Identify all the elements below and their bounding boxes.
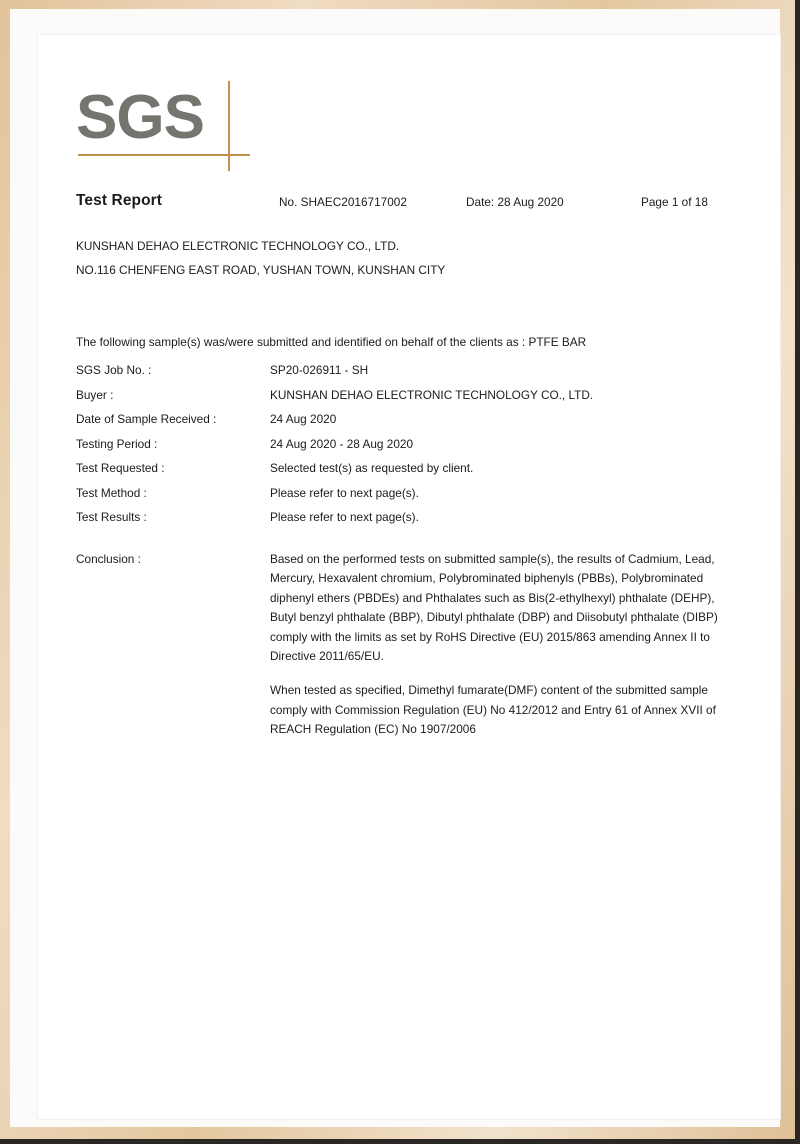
detail-label: Testing Period : (76, 436, 158, 451)
conclusion-paragraph: Based on the performed tests on submitted sample(s), the results of Cadmium, Lead, Mercury, Hexavalent chromium, Polybrominated biphenyls (PBBs), Polybrominated diphenyl ethers (PBDEs) and Phthalates such as Bis(2-ethylhexyl) phthalate (DEHP), Butyl benzyl phthalate (BBP), Dibutyl phthalate (DBP) and Diisobutyl phthalate (DIBP) comply with the limits as set by RoHS Directive (EU) 2015/863 amending Annex II to Directive 2011/65/EU. (270, 551, 718, 664)
detail-label: Test Method : (76, 485, 147, 500)
detail-row (76, 459, 766, 479)
report-number: No. SHAEC2016717002 (279, 195, 407, 209)
client-name: KUNSHAN DEHAO ELECTRONIC TECHNOLOGY CO., LTD. (76, 239, 400, 253)
sgs-logo (76, 79, 276, 169)
detail-row (76, 508, 766, 528)
detail-value: Please refer to next page(s). (270, 485, 419, 500)
detail-value: 24 Aug 2020 (270, 412, 337, 426)
detail-label: Buyer : (76, 387, 114, 402)
detail-value: KUNSHAN DEHAO ELECTRONIC TECHNOLOGY CO., LTD. (270, 387, 594, 402)
sgs-logo-wordmark: SGS (76, 83, 204, 152)
page-title: Test Report (76, 192, 163, 209)
sgs-logo-horizontal-rule-icon (78, 154, 250, 156)
page-indicator: Page 1 of 18 (641, 195, 708, 209)
client-address: NO.116 CHENFENG EAST ROAD, YUSHAN TOWN, KUNSHAN CITY (76, 263, 446, 277)
detail-value: 24 Aug 2020 - 28 Aug 2020 (270, 436, 414, 451)
scan-page-mat (10, 9, 780, 1127)
detail-value: Please refer to next page(s). (270, 510, 419, 524)
detail-label: Test Results : (76, 510, 147, 524)
conclusion-row (76, 550, 766, 740)
detail-row (76, 361, 766, 381)
detail-row (76, 435, 766, 455)
report-page (38, 35, 780, 1119)
detail-row (76, 386, 766, 406)
client-block (76, 234, 756, 282)
sgs-logo-vertical-rule-icon (228, 81, 230, 171)
detail-value: Selected test(s) as requested by client. (270, 461, 474, 475)
detail-label: SGS Job No. : (76, 363, 152, 377)
conclusion-text (270, 550, 766, 740)
detail-row (76, 410, 766, 430)
report-details (76, 361, 766, 745)
detail-label: Date of Sample Received : (76, 412, 217, 426)
conclusion-label: Conclusion : (76, 551, 141, 566)
report-date: Date: 28 Aug 2020 (466, 195, 564, 209)
detail-label: Test Requested : (76, 461, 165, 475)
report-header (76, 192, 748, 214)
detail-row (76, 484, 766, 504)
sample-statement: The following sample(s) was/were submitted and identified on behalf of the clients as : PTFE BAR (76, 335, 587, 349)
detail-value: SP20-026911 - SH (270, 363, 369, 377)
conclusion-paragraph: When tested as specified, Dimethyl fumarate(DMF) content of the submitted sample comply with Commission Regulation (EU) No 412/2012 and Entry 61 of Annex XVII of REACH Regulation (EC) No 1907/2006 (270, 683, 716, 737)
